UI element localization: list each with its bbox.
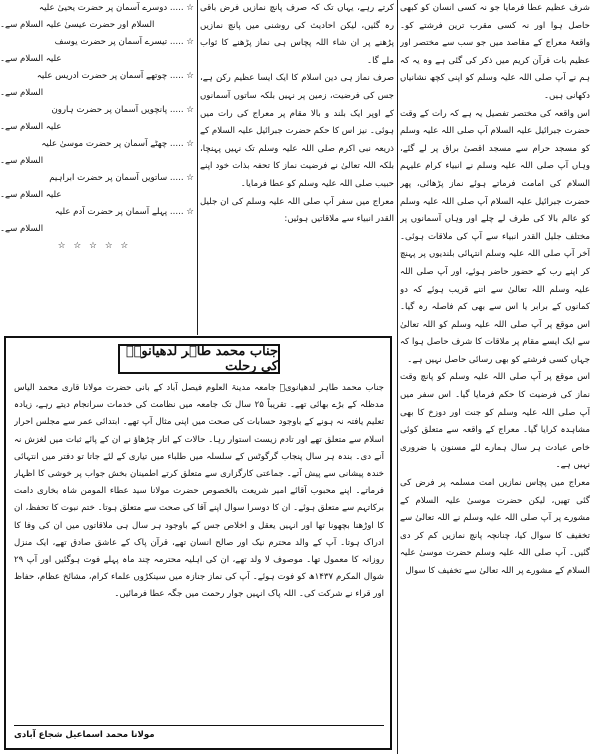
middle-column: [200, 0, 394, 335]
middle-para-2: صرف نماز ہی دین اسلام کا ایک ایسا عظیم رکن ہے، جس کی فرضیت، زمین پر نہیں بلکہ ساتوں آسمانوں کے اوپر ایک بلند و بالا مقام پر معراج کی رات میں ہوئی۔ نیز اس کا حکم حضرت جبرائیل علیہ السلام کے ذریعہ نبی اکرم صلی اللہ علیہ وسلم تک نہیں پہنچا، بلکہ اللہ تعالیٰ نے فرضیت نماز کا تحفہ بذات خود اپنے حبیب صلی اللہ علیہ وسلم کو عطا فرمایا۔: [200, 73, 394, 189]
obituary-box: [4, 336, 392, 750]
column-divider: [397, 0, 398, 754]
prophets-list: [0, 0, 194, 238]
list-item: ☆ ..... تیسرے آسمان پر حضرت یوسف علیہ السلام سے۔: [0, 37, 194, 64]
column-divider: [197, 0, 198, 335]
list-item: ☆ ..... پانچویں آسمان پر حضرت ہارون علیہ السلام سے۔: [0, 105, 194, 132]
right-para-1: شرف عظیم عطا فرمایا جو نہ کسی انسان کو کبھی حاصل ہوا اور نہ کسی مقرب ترین فرشتے کو۔ واقعۂ معراج کے مقاصد میں جو سب سے مختصر اور عظیم بات قرآن کریم میں ذکر کی گئی ہے وہ یہ کہ ہم نے آپ صلی اللہ علیہ وسلم کو اپنی کچھ نشانیاں دکھانی ہیں۔: [400, 3, 590, 101]
right-para-4: معراج میں پچاس نمازیں امت مسلمہ پر فرض کی گئی تھیں، لیکن حضرت موسیٰ علیہ السلام کے مشورے پر آپ صلی اللہ علیہ وسلم نے اللہ تعالیٰ سے تخفیف کا سوال کیا، چنانچہ پانچ نمازیں کم کر دی گئیں۔ آپ صلی اللہ علیہ وسلم حضرت موسیٰ علیہ السلام کے مشورے پر اللہ تعالیٰ سے تخفیف کا سوال: [400, 478, 590, 576]
list-item: ☆ ..... دوسرے آسمان پر حضرت یحییٰ علیہ السلام اور حضرت عیسیٰ علیہ السلام سے۔: [0, 3, 194, 30]
author-signature: مولانا محمد اسماعیل شجاع آبادی: [14, 725, 384, 740]
list-item: ☆ ..... ساتویں آسمان پر حضرت ابراہیم علیہ السلام سے۔: [0, 173, 194, 200]
obituary-title: جناب محمد طاہر لدھیانویؒ کی رحلت: [118, 344, 280, 374]
separator-stars: ☆☆☆☆☆: [57, 241, 137, 251]
list-item: ☆ ..... پہلے آسمان پر حضرت آدم علیہ السلام سے۔: [0, 207, 194, 234]
left-column: [0, 0, 194, 335]
right-para-3: اس موقع پر آپ صلی اللہ علیہ وسلم کو پانچ وقت نماز کی فرضیت کا حکم فرمایا گیا۔ اس سفر میں آپ صلی اللہ علیہ وسلم کو جنت اور دوزخ کا بھی مشاہدہ کرایا گیا۔ معراج کے واقعہ سے متعلق کوئی خاص عبادت ہر سال ہمارے لئے مسنون یا ضروری نہیں ہے۔: [400, 372, 590, 471]
list-item: ☆ ..... چوتھے آسمان پر حضرت ادریس علیہ السلام سے۔: [0, 71, 194, 98]
right-para-2: اس واقعہ کی مختصر تفصیل یہ ہے کہ رات کے وقت حضرت جبرائیل علیہ السلام آپ صلی اللہ علیہ وسلم کو مسجد حرام سے مسجد اقصیٰ براق پر لے گئے، وہاں آپ صلی اللہ علیہ وسلم نے انبیاء کرام علیہم السلام کی امامت فرماتے ہوئے نماز پڑھائی، پھر حضرت جبرائیل علیہ السلام آپ صلی اللہ علیہ وسلم کو عالم بالا کی طرف لے چلے اور وہاں آسمانوں پر مختلف جلیل القدر انبیاء سے آپ کی ملاقات ہوئی۔ آخر آپ صلی اللہ علیہ وسلم انتہائی بلندیوں پر پہنچ کر اپنے رب کے حضور حاضر ہوئے، اور آپ صلی اللہ علیہ وسلم اللہ تعالیٰ سے اتنے قریب ہوئے کہ دو کمانوں کے برابر یا اس سے بھی کم فاصلہ رہ گیا۔ اس موقع پر آپ صلی اللہ علیہ وسلم کو اللہ تعالیٰ سے ایک ایسے مقام پر ملاقات کا شرف حاصل ہوا کہ جہاں کسی فرشتے کو بھی رسائی حاصل نہیں ہے۔: [400, 108, 590, 365]
right-column: [400, 0, 590, 754]
middle-para-3: معراج میں سفر آپ صلی اللہ علیہ وسلم کی ان جلیل القدر انبیاء سے ملاقاتیں ہوئیں:: [200, 196, 394, 225]
obituary-body: جناب محمد طاہر لدھیانویؒ جامعہ مدینۃ العلوم فیصل آباد کے بانی حضرت مولانا قاری محمد الیاس مدظلہ کے بڑے بھائی تھے۔ تقریباً ۲۵ سال تک جامعہ میں نظامت کی خدمات سرانجام دیتے رہے، زیادہ تعلیم یافتہ نہ ہونے کے باوجود حسابات کی صحت میں اپنی مثال آپ تھے۔ ابتدائی عمر سے مجلس احرار اسلام سے متعلق تھے اور تادم زیست استوار رہا۔ حالات کے اتار چڑھاؤ نے ان کے پائے ثبات میں لغزش نہ آنے دی۔ بندہ ہر سال پنجاب گرگوٹس کے سلسلہ میں طلباء میں تیاری کے لئے جاتا تو دفتر میں انتہائی خندہ پیشانی سے پیش آتے۔ جماعتی کارگزاری سے متعلق کرتے اطمینان بخش جواب پر خوشی کا اظہار فرماتے۔ اپنے محبوب آقائے امیر شریعت بالخصوص حضرت مولانا سید عطاء المومن شاہ بخاری دامت برکاتہم سے متعلق ہوئے۔ ان کا دوسرا سوال اپنے آقا کی صحت سے متعلق ہوتا۔ ختم نبوت کا تحفظ، ان کا اوڑھنا بچھونا تھا اور انہیں یعقل و اخلاص جس کے باوجود ہر سال ہی ملاقاتوں میں ان کی وفا کا ادراک ہوتا۔ آپ کے والد محترم نیک اور صالح انسان تھے، قرآن پاک کے عاشق صادق تھے، ایک منزل روزانہ کا معمول تھا۔ موصوف لا ولد تھے، ان کی اہلیہ محترمہ چند ماہ پہلے فوت ہوگئیں اور آپ ۲۹ شوال المکرم ۱۴۳۷ھ کو فوت ہوئے۔ آپ کی نماز جنازہ میں سینکڑوں علماء کرام، مشائخ عظام، حفاظ اور قراء نے شرکت کی۔ اللہ پاک انہیں جوار رحمت میں جگہ عطا فرمائیں۔: [14, 383, 384, 600]
middle-para-1: کرتے رہے، یہاں تک کہ صرف پانچ نمازیں فرض باقی رہ گئیں، لیکن احادیث کی روشنی میں پانچ نمازیں پڑھنے پر ان شاء اللہ پچاس ہی نماز پڑھنے کا ثواب ملے گا۔: [200, 3, 394, 66]
list-item: ☆ ..... چھٹے آسمان پر حضرت موسیٰ علیہ السلام سے۔: [0, 139, 194, 166]
